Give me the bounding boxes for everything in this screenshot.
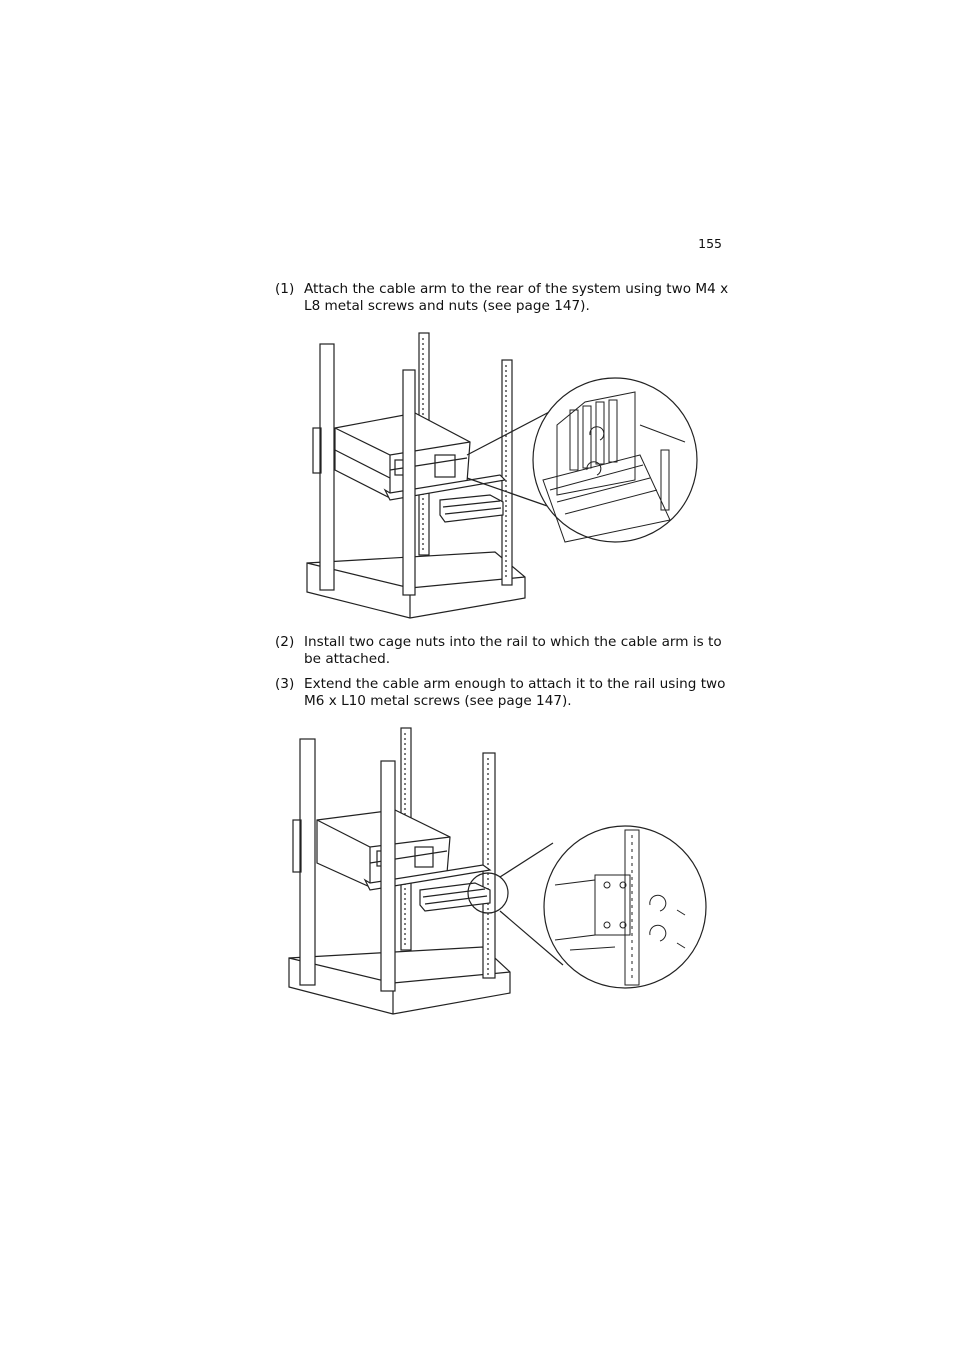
step-text: Extend the cable arm enough to attach it to the rail using two M6 x L10 metal screws (see page 147).	[304, 676, 726, 709]
rack-cable-arm-rear-illustration	[295, 330, 700, 620]
step-number: (1)	[275, 281, 295, 297]
page-number: 155	[698, 236, 722, 251]
step-number: (2)	[275, 634, 295, 650]
step-number: (3)	[275, 676, 295, 692]
step-text: Attach the cable arm to the rear of the system using two M4 x L8 metal screws and nuts (see page 147).	[304, 281, 729, 314]
step-text: Install two cage nuts into the rail to which the cable arm is to be attached.	[304, 634, 722, 667]
rack-cable-arm-rail-illustration	[285, 725, 710, 1020]
